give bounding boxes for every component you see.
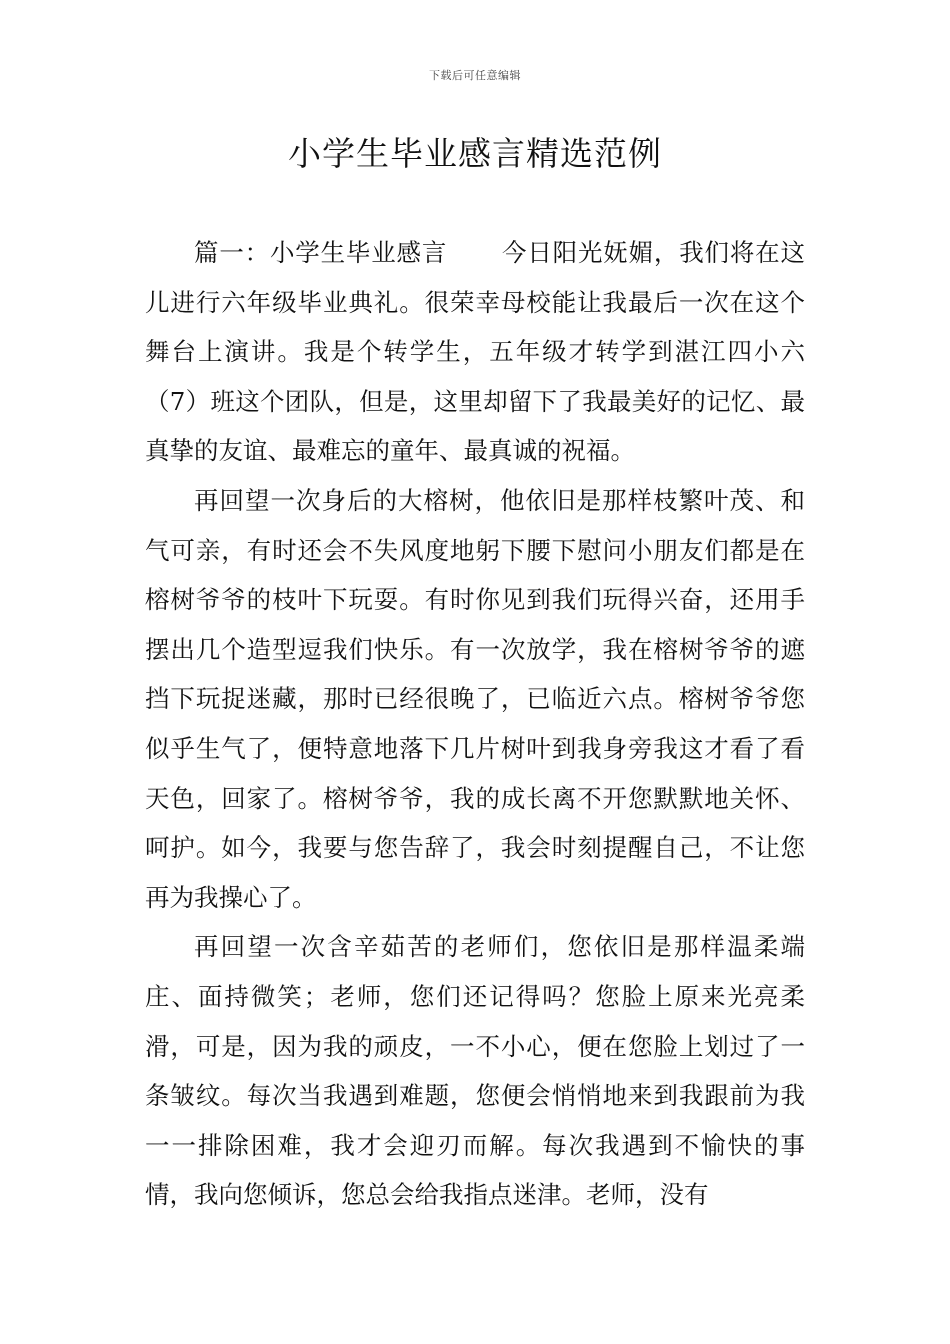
paragraph-text: 再回望一次含辛茹苦的老师们，您依旧是那样温柔端庄、面持微笑；老师，您们还记得吗？您脸上原来光亮柔滑，可是，因为我的顽皮，一不小心，便在您脸上划过了一条皱纹。每次当我遇到难题，您便会悄悄地来到我跟前为我一一排除困难，我才会迎刃而解。每次我遇到不愉快的事情，我向您倾诉，您总会给我指点迷津。老师，没有 [145, 932, 805, 1210]
article-body [145, 228, 805, 1220]
paragraph-3 [145, 922, 805, 1220]
paragraph-text: 今日阳光妩媚，我们将在这儿进行六年级毕业典礼。很荣幸母校能让我最后一次在这个舞台上演讲。我是个转学生，五年级才转学到湛江四小六（7）班这个团队，但是，这里却留下了我最美好的记忆、最真挚的友谊、最难忘的童年、最真诚的祝福。 [145, 238, 806, 466]
section-heading: 篇一：小学生毕业感言 [194, 238, 448, 267]
paragraph-2 [145, 476, 805, 922]
page-title: 小学生毕业感言精选范例 [288, 134, 662, 173]
paragraph-1 [145, 228, 805, 476]
paragraph-text: 再回望一次身后的大榕树，他依旧是那样枝繁叶茂、和气可亲，有时还会不失风度地躬下腰下慰问小朋友们都是在榕树爷爷的枝叶下玩耍。有时你见到我们玩得兴奋，还用手摆出几个造型逗我们快乐。有一次放学，我在榕树爷爷的遮挡下玩捉迷藏，那时已经很晚了，已临近六点。榕树爷爷您似乎生气了，便特意地落下几片树叶到我身旁我这才看了看天色，回家了。榕树爷爷，我的成长离不开您默默地关怀、呵护。如今，我要与您告辞了，我会时刻提醒自己，不让您再为我操心了。 [145, 485, 805, 912]
header-note: 下载后可任意编辑 [429, 69, 521, 82]
